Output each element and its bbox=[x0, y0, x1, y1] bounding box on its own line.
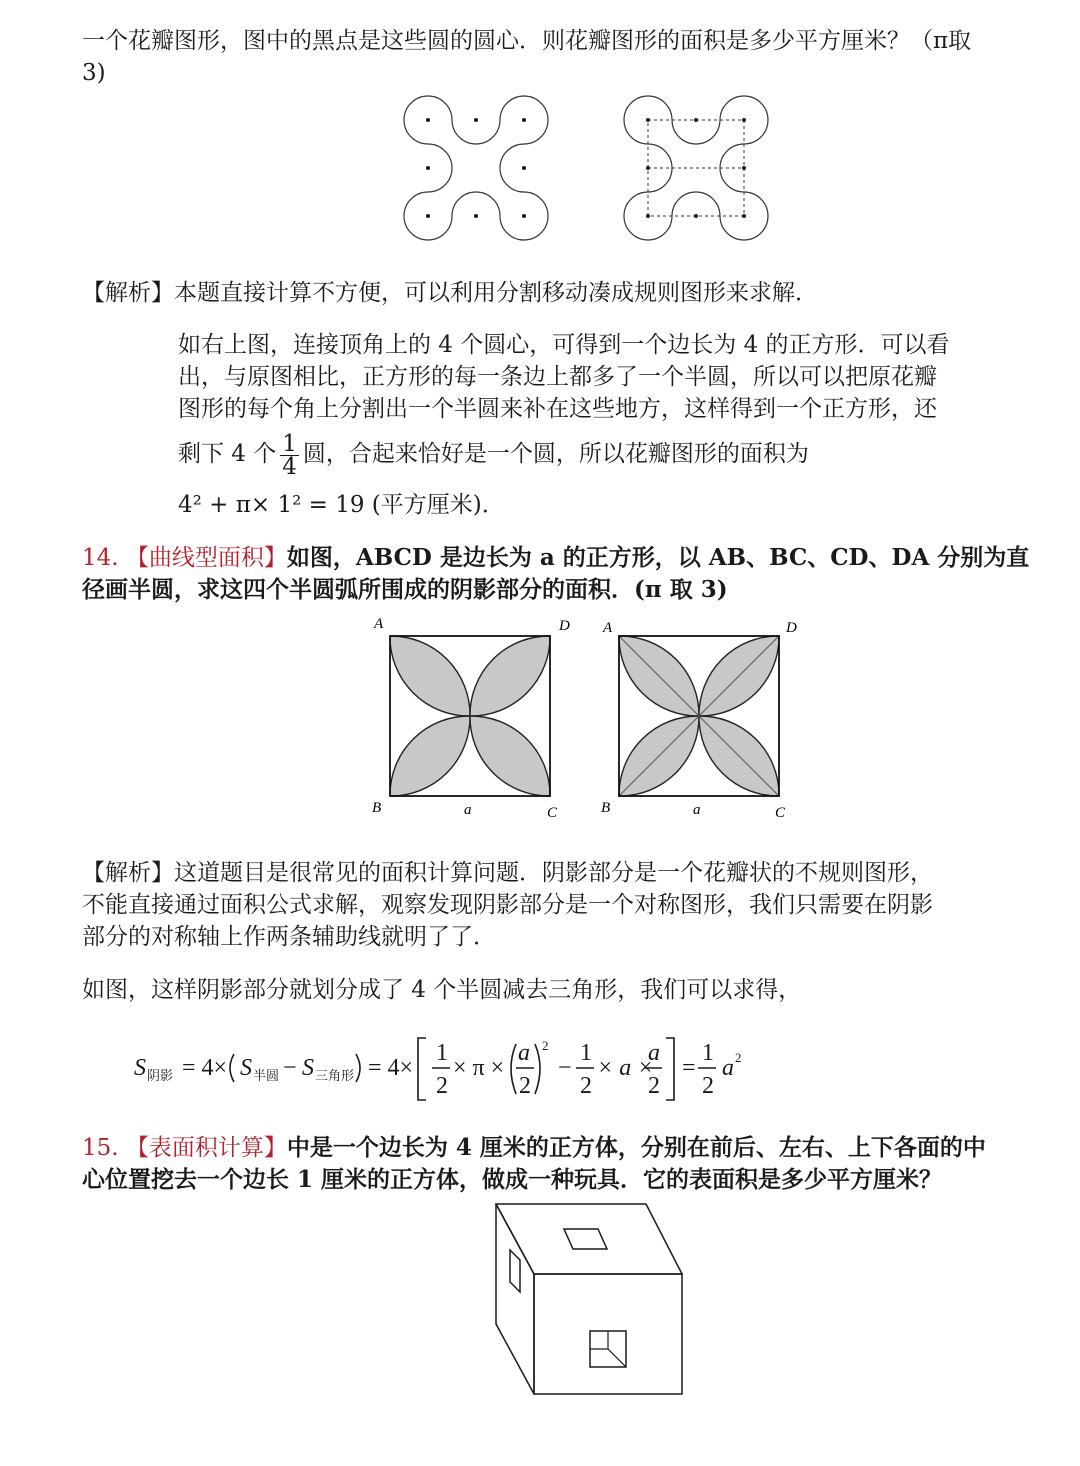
fraction-numerator: 1 bbox=[282, 430, 297, 457]
fraction-one-quarter bbox=[280, 430, 299, 480]
formula-frac4-den: 2 bbox=[648, 1073, 660, 1099]
solution14-p1 bbox=[82, 858, 933, 889]
problem13-line2: 3) bbox=[82, 60, 106, 86]
formula-a2: a bbox=[722, 1055, 734, 1081]
solution14-tag: 【解析】 bbox=[82, 860, 174, 886]
formula-pi: × π × bbox=[453, 1055, 505, 1081]
formula-minus2: − bbox=[558, 1055, 572, 1081]
formula-frac3-den: 2 bbox=[580, 1073, 592, 1099]
label-C-right: C bbox=[775, 805, 786, 821]
problem14-tag: 【曲线型面积】 bbox=[125, 545, 287, 571]
problem14-text1: 如图，ABCD 是边长为 a 的正方形，以 AB、BC、CD、DA 分别为直 bbox=[286, 544, 1030, 571]
formula-eq1: = 4× bbox=[182, 1055, 228, 1081]
formula-sub-shadow: 阴影 bbox=[147, 1068, 174, 1083]
square-figure-left bbox=[372, 616, 570, 821]
solution14-p2: 不能直接通过面积公式求解，观察发现阴影部分是一个对称图形，我们只需要在阴影 bbox=[82, 892, 933, 918]
hollow-cube-figure bbox=[480, 1196, 700, 1406]
solution13-intro-text: 本题直接计算不方便，可以利用分割移动凑成规则图形来求解． bbox=[174, 280, 818, 306]
solution14-p1-text: 这道题目是很常见的面积计算问题．阴影部分是一个花瓣状的不规则图形， bbox=[174, 860, 933, 886]
petal-figures bbox=[390, 88, 780, 260]
formula-frac5-den: 2 bbox=[702, 1073, 714, 1099]
solution14-p4: 如图，这样阴影部分就划分成了 4 个半圆减去三角形，我们可以求得， bbox=[82, 977, 802, 1003]
formula-a2-exp: 2 bbox=[735, 1050, 742, 1065]
petal-figure-left bbox=[404, 96, 548, 240]
formula-S-half: S bbox=[240, 1055, 252, 1081]
problem14-number: 14. bbox=[82, 545, 119, 571]
formula-frac2-den: 2 bbox=[519, 1073, 531, 1099]
solution13-intro bbox=[82, 278, 818, 309]
solution13-p4-post: 圆，合起来恰好是一个圆，所以花瓣图形的面积为 bbox=[302, 441, 809, 467]
problem13-line1: 一个花瓣图形，图中的黑点是这些圆的圆心．则花瓣图形的面积是多少平方厘米？（π取 bbox=[82, 28, 972, 54]
solution13-p4 bbox=[178, 426, 809, 482]
solution13-tag: 【解析】 bbox=[82, 280, 174, 306]
area-formula bbox=[130, 1030, 770, 1106]
label-side-a-left: a bbox=[464, 802, 472, 818]
formula-S: S bbox=[134, 1055, 146, 1081]
formula-frac1-num: 1 bbox=[436, 1040, 448, 1066]
label-D-right: D bbox=[786, 620, 797, 636]
problem15-tag: 【表面积计算】 bbox=[125, 1135, 287, 1161]
label-C-left: C bbox=[547, 805, 558, 821]
solution13-formula: 4² + π× 1² = 19 (平方厘米)． bbox=[178, 492, 505, 518]
problem15-number: 15. bbox=[82, 1135, 119, 1161]
label-A-right: A bbox=[603, 620, 613, 636]
formula-sub-tri: 三角形 bbox=[315, 1068, 355, 1083]
problem14-line1 bbox=[82, 542, 1029, 574]
problem15-text1: 中是一个边长为 4 厘米的正方体，分别在前后、左右、上下各面的中 bbox=[286, 1134, 986, 1161]
formula-S-tri: S bbox=[302, 1055, 314, 1081]
solution13-p4-pre: 剩下 4 个 bbox=[178, 441, 277, 467]
formula-frac3-num: 1 bbox=[580, 1040, 592, 1066]
label-A-left: A bbox=[374, 616, 384, 632]
label-D-left: D bbox=[559, 618, 570, 634]
cube-top-face bbox=[496, 1204, 682, 1274]
cube-left-face bbox=[496, 1204, 534, 1394]
formula-frac1-den: 2 bbox=[436, 1073, 448, 1099]
problem15-line2: 心位置挖去一个边长 1 厘米的正方体，做成一种玩具．它的表面积是多少平方厘米？ bbox=[82, 1166, 943, 1193]
square-figure-right bbox=[601, 620, 797, 821]
formula-minus1: − bbox=[283, 1055, 297, 1081]
formula-frac4-num: a bbox=[648, 1040, 660, 1066]
solution13-p1: 如右上图，连接顶角上的 4 个圆心，可得到一个边长为 4 的正方形．可以看 bbox=[178, 332, 950, 358]
solution14-p3: 部分的对称轴上作两条辅助线就明了了． bbox=[82, 924, 496, 950]
square-petal-figures bbox=[360, 608, 810, 826]
solution13-p2: 出，与原图相比，正方形的每一条边上都多了一个半圆，所以可以把原花瓣 bbox=[178, 364, 937, 390]
problem15-line1 bbox=[82, 1132, 986, 1164]
formula-frac2-num: a bbox=[518, 1040, 530, 1066]
label-B-left: B bbox=[372, 800, 382, 816]
label-B-right: B bbox=[601, 800, 611, 816]
formula-frac5-num: 1 bbox=[702, 1040, 714, 1066]
petal-figure-right bbox=[624, 96, 768, 240]
solution13-p3: 图形的每个角上分割出一个半圆来补在这些地方，这样得到一个正方形，还 bbox=[178, 396, 937, 422]
formula-times-a: × a × bbox=[597, 1055, 654, 1081]
formula-square-exp: 2 bbox=[542, 1038, 549, 1053]
formula-sub-half: 半圆 bbox=[253, 1068, 280, 1083]
cube-top-hole bbox=[564, 1229, 607, 1249]
label-side-a-right: a bbox=[693, 802, 701, 818]
problem14-line2: 径画半圆，求这四个半圆弧所围成的阴影部分的面积．(π 取 3) bbox=[82, 576, 728, 603]
fraction-denominator: 4 bbox=[282, 453, 297, 480]
formula-eq3: = bbox=[682, 1055, 696, 1081]
formula-eq2: = 4× bbox=[368, 1055, 414, 1081]
cube-left-hole bbox=[510, 1250, 520, 1292]
